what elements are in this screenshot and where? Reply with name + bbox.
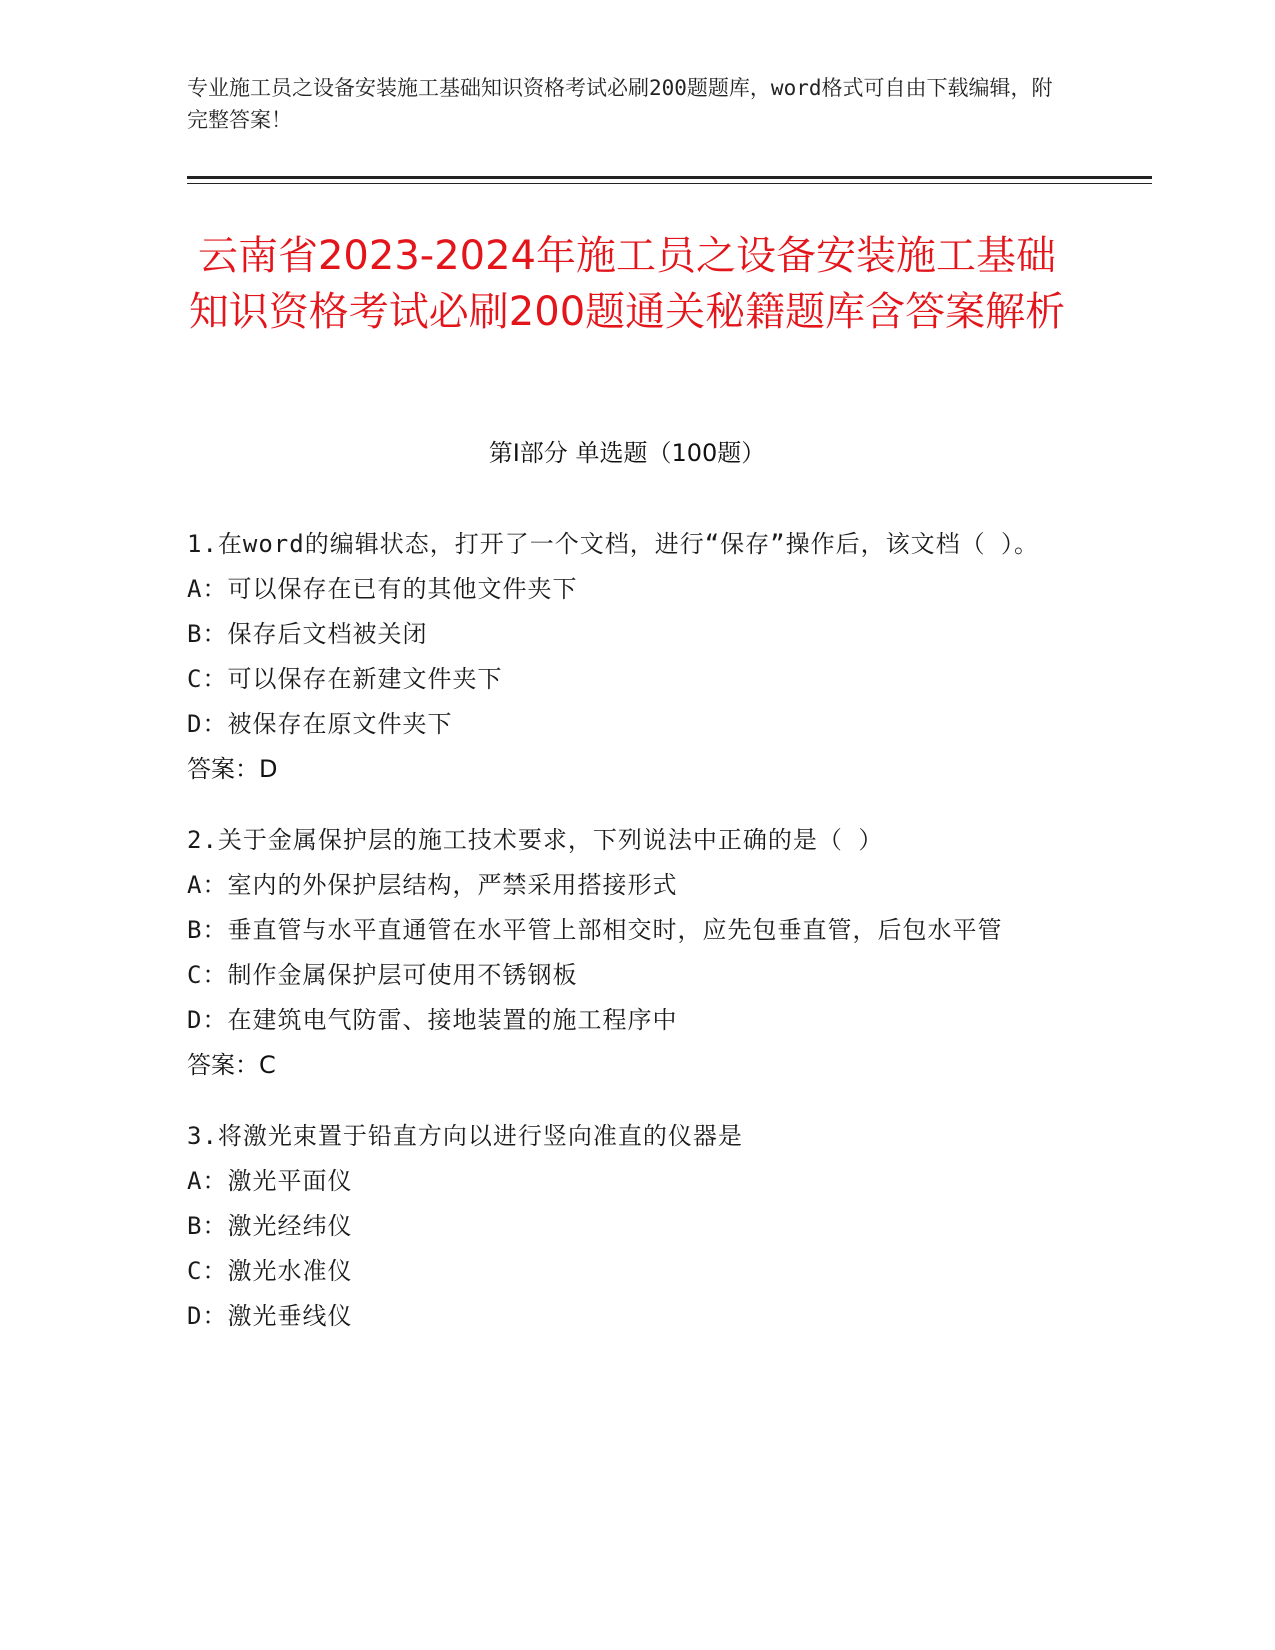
question-stem: 1.在word的编辑状态，打开了一个文档，进行“保存”操作后，该文档（ ）。 (187, 530, 1040, 558)
answer: 答案：C (187, 1051, 276, 1079)
question-stem: 2.关于金属保护层的施工技术要求，下列说法中正确的是（ ） (187, 826, 884, 854)
option-a: A：激光平面仪 (187, 1167, 353, 1195)
option-d: D：激光垂线仪 (187, 1302, 353, 1330)
section-title: 第I部分 单选题（100题） (488, 439, 766, 467)
question-stem: 3.将激光束置于铅直方向以进行竖向准直的仪器是 (187, 1122, 743, 1150)
question-list (187, 522, 1067, 1365)
option-b: B：保存后文档被关闭 (187, 620, 428, 648)
question-2 (187, 818, 1067, 1088)
option-b: B：垂直管与水平直通管在水平管上部相交时，应先包垂直管，后包水平管 (187, 916, 1003, 944)
header-note: 专业施工员之设备安装施工基础知识资格考试必刷200题题库，word格式可自由下载编辑，附完整答案！ (187, 76, 1053, 132)
option-c: C：制作金属保护层可使用不锈钢板 (187, 961, 578, 989)
option-d: D：被保存在原文件夹下 (187, 710, 453, 738)
option-a: A：可以保存在已有的其他文件夹下 (187, 575, 578, 603)
option-b: B：激光经纬仪 (187, 1212, 353, 1240)
answer: 答案：D (187, 755, 278, 783)
question-1 (187, 522, 1067, 792)
question-3 (187, 1114, 1067, 1339)
header-rule-thin (187, 183, 1152, 184)
option-a: A：室内的外保护层结构，严禁采用搭接形式 (187, 871, 678, 899)
header-rule-thick (187, 176, 1152, 179)
document-title: 云南省2023-2024年施工员之设备安装施工基础知识资格考试必刷200题通关秘籍题库含答案解析 (188, 233, 1066, 335)
option-c: C：激光水准仪 (187, 1257, 353, 1285)
option-d: D：在建筑电气防雷、接地装置的施工程序中 (187, 1006, 678, 1034)
option-c: C：可以保存在新建文件夹下 (187, 665, 503, 693)
